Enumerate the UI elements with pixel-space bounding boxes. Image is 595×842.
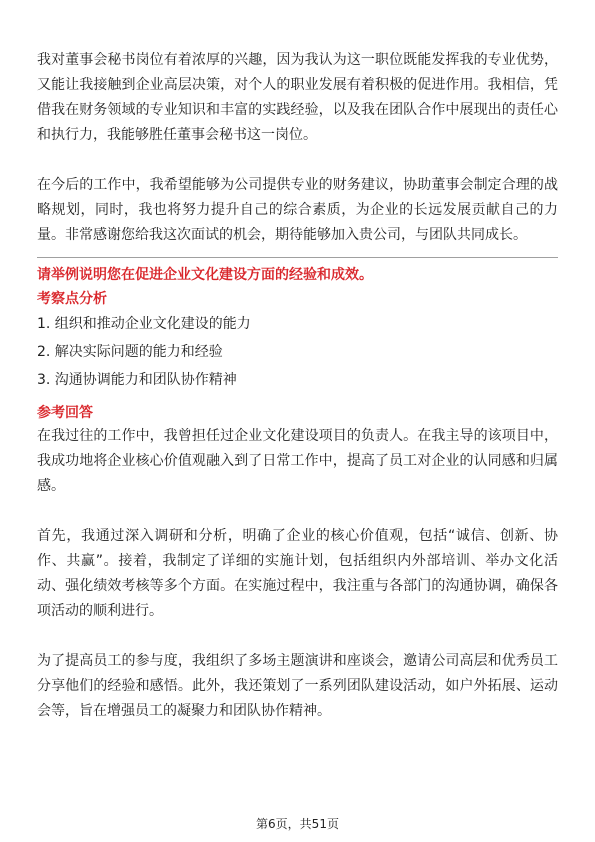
- analysis-title: 考察点分析: [37, 291, 107, 307]
- answer-paragraph-2: 首先，我通过深入调研和分析，明确了企业的核心价值观，包括“诚信、创新、协作、共赢”。接着，我制定了详细的实施计划，包括组织内外部培训、举办文化活动、强化绩效考核等多个方面。在实施过程中，我注重与各部门的沟通协调，确保各项活动的顺利进行。: [37, 528, 558, 619]
- section-divider: [37, 257, 558, 258]
- intro-paragraph-1: 我对董事会秘书岗位有着浓厚的兴趣，因为我认为这一职位既能发挥我的专业优势，又能让我接触到企业高层决策，对个人的职业发展有着积极的促进作用。我相信，凭借我在财务领域的专业知识和丰富的实践经验，以及我在团队合作中展现出的责任心和执行力，我能够胜任董事会秘书这一岗位。: [37, 52, 558, 143]
- intro-paragraph-2: 在今后的工作中，我希望能够为公司提供专业的财务建议，协助董事会制定合理的战略规划，同时，我也将努力提升自己的综合素质，为企业的长远发展贡献自己的力量。非常感谢您给我这次面试的机会，期待能够加入贵公司，与团队共同成长。: [37, 177, 558, 243]
- answer-paragraph-3: 为了提高员工的参与度，我组织了多场主题演讲和座谈会，邀请公司高层和优秀员工分享他们的经验和感悟。此外，我还策划了一系列团队建设活动，如户外拓展、运动会等，旨在增强员工的凝聚力和团队协作精神。: [37, 653, 558, 719]
- answer-paragraph-1: 在我过往的工作中，我曾担任过企业文化建设项目的负责人。在我主导的该项目中，我成功地将企业核心价值观融入到了日常工作中，提高了员工对企业的认同感和归属感。: [37, 428, 558, 494]
- list-item: 2. 解决实际问题的能力和经验: [37, 344, 223, 360]
- answer-title: 参考回答: [37, 405, 93, 421]
- page-content: [37, 48, 558, 724]
- question-heading: 请举例说明您在促进企业文化建设方面的经验和成效。: [37, 267, 373, 283]
- list-item: 1. 组织和推动企业文化建设的能力: [37, 316, 251, 332]
- list-item: 3. 沟通协调能力和团队协作精神: [37, 372, 237, 388]
- page-number-footer: 第6页，共51页: [256, 817, 339, 831]
- answer-body: [37, 424, 558, 724]
- analysis-list: [37, 310, 558, 394]
